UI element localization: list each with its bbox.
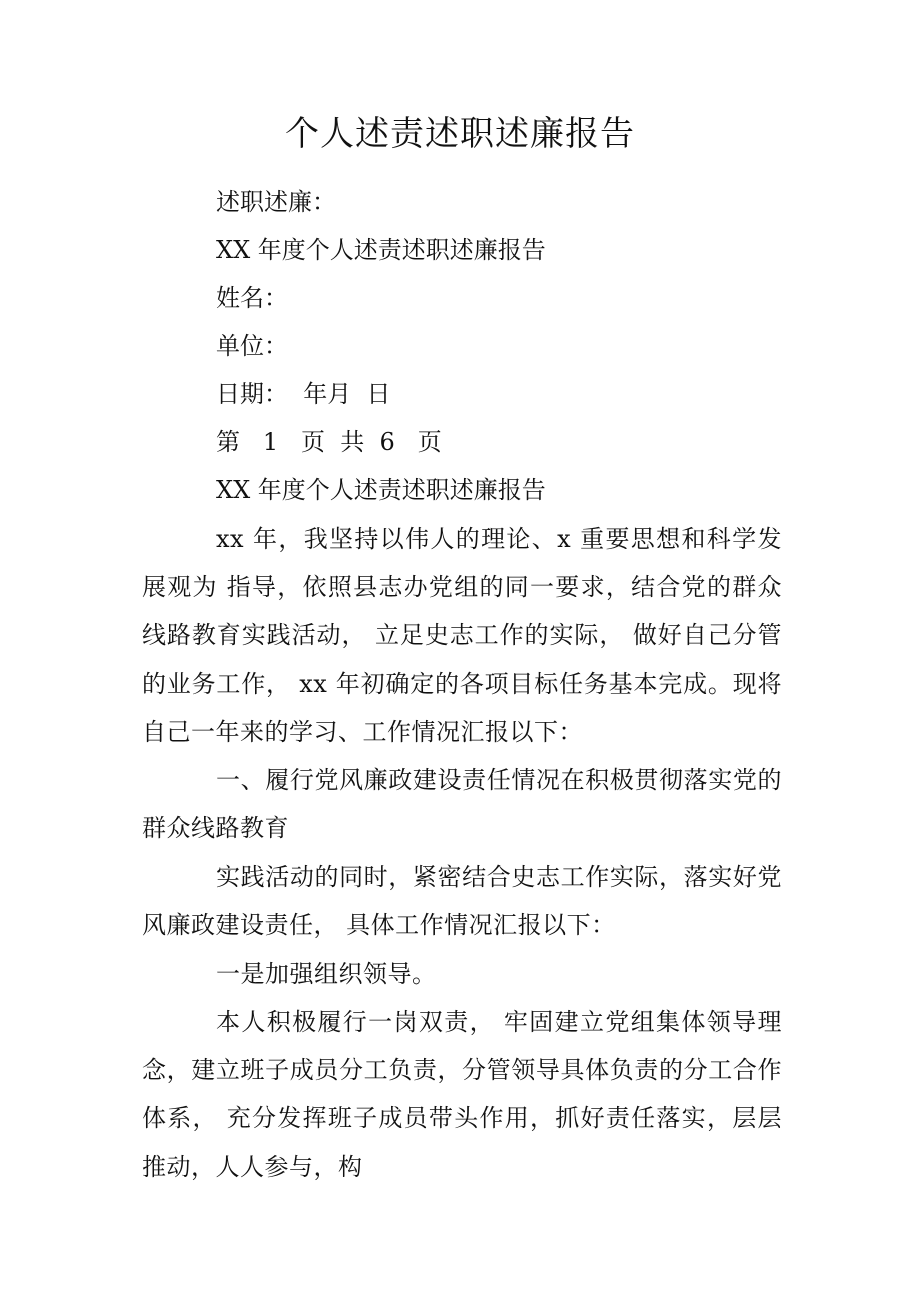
paragraph-section-one-heading: 一、履行党风廉政建设责任情况在积极贯彻落实党的群众线路教育 [142,766,782,843]
header-line-date: 日期： 年月 日 [216,380,391,408]
header-line-review: 述职述廉： [216,188,336,216]
paragraph-point-one: 一是加强组织领导。 [216,960,437,988]
header-line-report-title-repeat: XX 年度个人述责述职述廉报告 [216,476,546,504]
header-line-page-number: 第 1 页 共 6 页 [216,428,442,456]
document-title: 个人述责述职述廉报告 [285,114,635,154]
paragraph-intro: xx 年，我坚持以伟人的理论、x 重要思想和科学发展观为 指导，依照县志办党组的同一要求，结合党的群众线路教育实践活动， 立足史志工作的实际， 做好自己分管的业务工作， xx 年初确定的各项目标任务基本完成。现将自己一年来的学习、工作情况汇报以下： [142,525,782,746]
paragraph-responsibility: 本人积极履行一岗双责， 牢固建立党组集体领导理念，建立班子成员分工负责，分管领导具体负责的分工合作体系， 充分发挥班子成员带头作用，抓好责任落实，层层推动，人人参与，构 [142,1008,782,1181]
header-line-report-title: XX 年度个人述责述职述廉报告 [216,236,546,264]
paragraph-practice-activity: 实践活动的同时，紧密结合史志工作实际，落实好党风廉政建设责任， 具体工作情况汇报以下： [142,863,782,940]
header-line-unit: 单位： [216,332,288,360]
header-line-name: 姓名： [216,284,288,312]
